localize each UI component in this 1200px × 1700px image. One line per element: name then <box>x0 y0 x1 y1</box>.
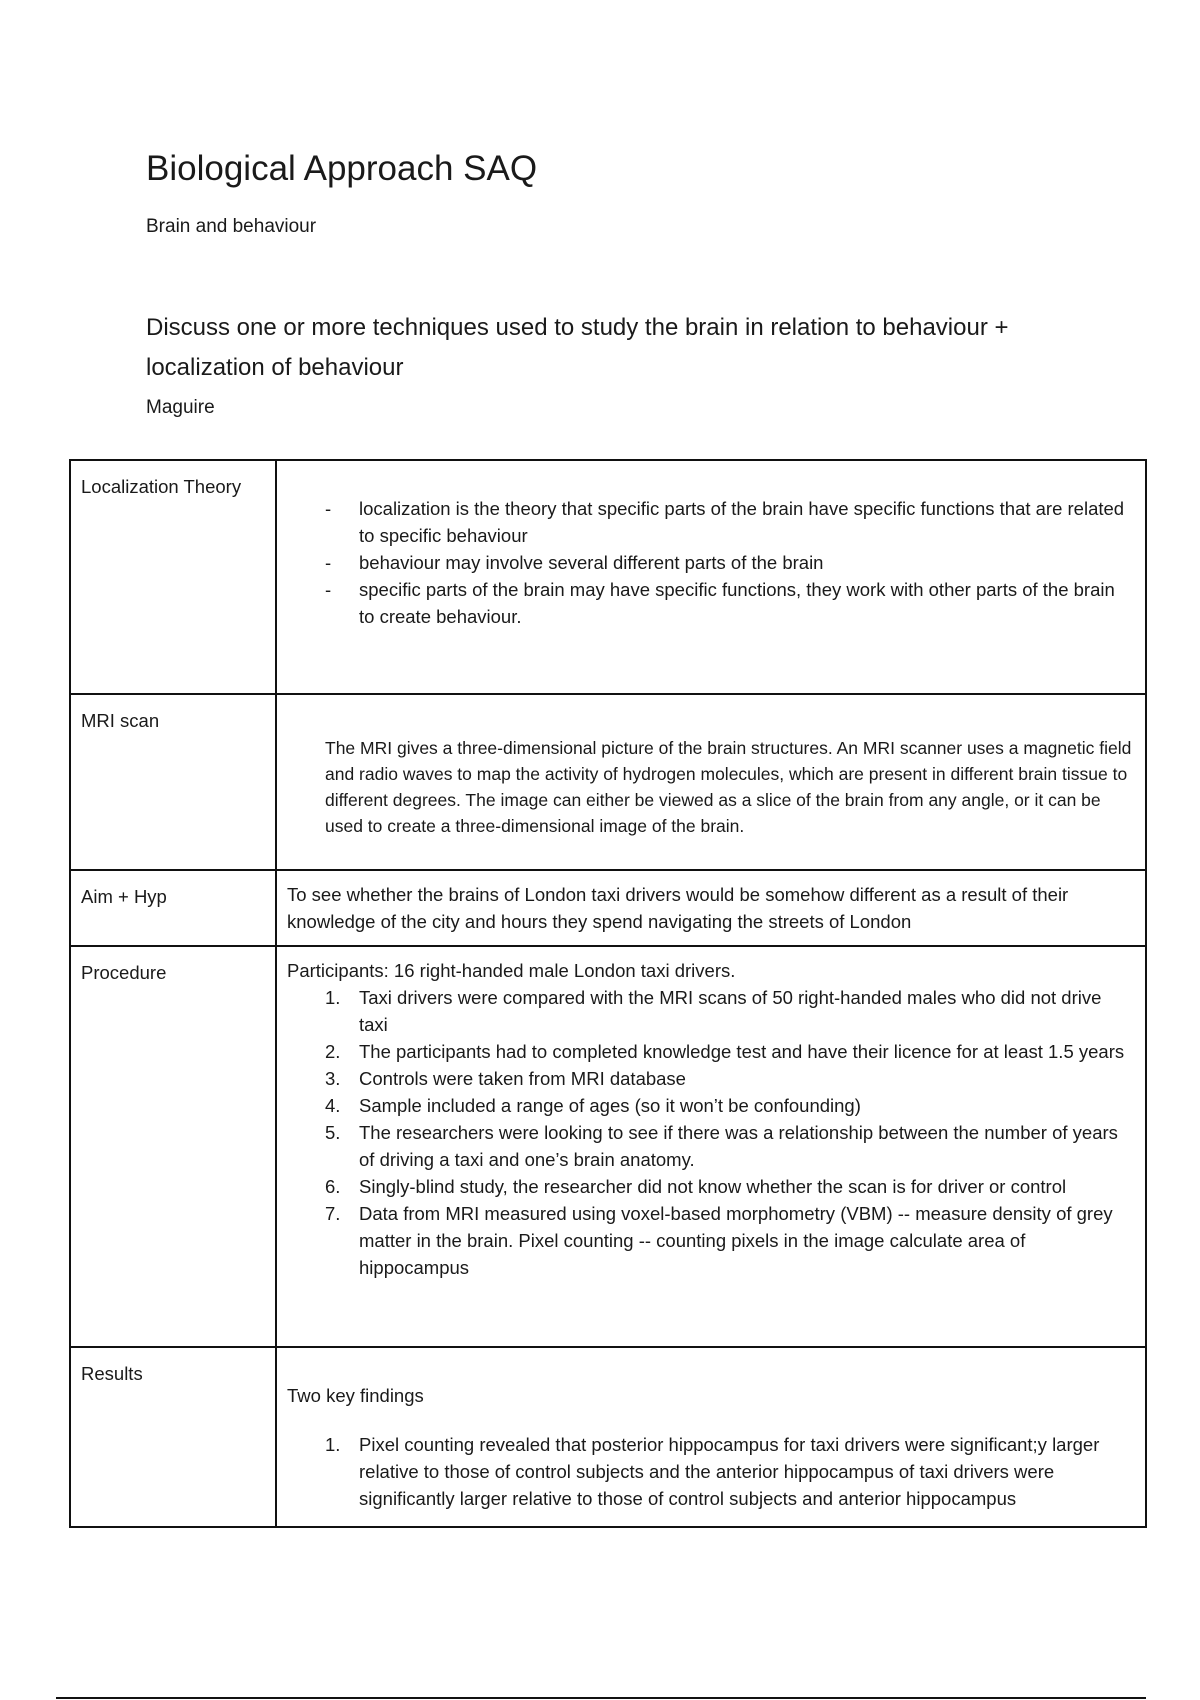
row-label: Localization Theory <box>70 460 276 694</box>
study-author: Maguire <box>146 397 215 418</box>
list-item: 1. Pixel counting revealed that posterior hippocampus for taxi drivers were significant;y larger relative to those of control subjects and the anterior hippocampus of taxi drivers were significantly larger relative to those of control subjects and anterior hippocampus <box>325 1434 1100 1509</box>
list-item: - specific parts of the brain may have specific functions, they work with other parts of the brain to create behaviour. <box>287 576 1133 630</box>
row-label: Procedure <box>70 946 276 1347</box>
results-intro: Two key findings <box>287 1385 424 1406</box>
list-item: 4. Sample included a range of ages (so it won’t be confounding) <box>325 1095 861 1116</box>
page-subtitle: Brain and behaviour <box>146 216 317 237</box>
row-label: MRI scan <box>70 694 276 870</box>
page-divider <box>56 1697 1146 1699</box>
table-row-aim <box>70 870 1146 946</box>
list-item: - behaviour may involve several different parts of the brain <box>287 549 1133 576</box>
table-row-mri <box>70 694 1146 870</box>
row-label: Results <box>70 1347 276 1527</box>
row-content <box>276 460 1146 694</box>
results-findings <box>287 1431 1133 1512</box>
study-table <box>69 459 1147 1528</box>
table-row-localization <box>70 460 1146 694</box>
list-item: 3. Controls were taken from MRI database <box>325 1068 686 1089</box>
row-content <box>276 870 1146 946</box>
list-item: 2. The participants had to completed knowledge test and have their licence for at least 1.5 years <box>325 1041 1125 1062</box>
list-item: - localization is the theory that specific parts of the brain have specific functions that are related to specific behaviour <box>287 495 1133 549</box>
list-item: 7. Data from MRI measured using voxel-based morphometry (VBM) -- measure density of grey matter in the brain. Pixel counting -- counting pixels in the image calculate area of hippocampus <box>325 1203 1113 1278</box>
bullet-list <box>287 495 1133 630</box>
row-label: Aim + Hyp <box>70 870 276 946</box>
table-row-results <box>70 1347 1146 1527</box>
aim-text: To see whether the brains of London taxi drivers would be somehow different as a result of their knowledge of the city and hours they spend navigating the streets of London <box>287 884 1069 932</box>
table-row-procedure <box>70 946 1146 1347</box>
row-content <box>276 694 1146 870</box>
list-item: 5. The researchers were looking to see if there was a relationship between the number of years of driving a taxi and one’s brain anatomy. <box>325 1122 1118 1170</box>
row-content <box>276 1347 1146 1527</box>
mri-description: The MRI gives a three-dimensional picture of the brain structures. An MRI scanner uses a magnetic field and radio waves to map the activity of hydrogen molecules, which are present in different brain tissue to different degrees. The image can either be viewed as a slice of the brain from any angle, or it can be used to create a three-dimensional image of the brain. <box>325 738 1132 836</box>
page-title: Biological Approach SAQ <box>146 149 538 188</box>
procedure-intro: Participants: 16 right-handed male London taxi drivers. <box>287 960 736 981</box>
list-item: 1. Taxi drivers were compared with the MRI scans of 50 right-handed males who did not drive taxi <box>325 987 1102 1035</box>
essay-question: Discuss one or more techniques used to study the brain in relation to behaviour + localization of behaviour <box>146 314 1009 381</box>
list-item: 6. Singly-blind study, the researcher did not know whether the scan is for driver or control <box>325 1176 1067 1197</box>
procedure-steps <box>287 984 1133 1281</box>
row-content <box>276 946 1146 1347</box>
